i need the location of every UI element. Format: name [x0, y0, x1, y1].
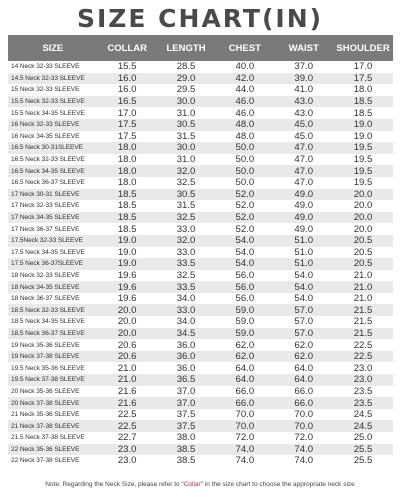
length-cell: 34.0 — [176, 316, 196, 328]
shoulder-cell: 20.0 — [353, 223, 373, 235]
size-cell: 15 Neck 32-33 SLEEVE — [11, 86, 80, 94]
collar-cell: 18.5 — [117, 200, 137, 212]
table-row — [8, 61, 393, 73]
size-cell: 16.5 Neck 36-37 SLEEVE — [11, 179, 85, 187]
table-row — [8, 223, 393, 235]
footnote-text-before: Note: Regarding the Neck Size, please refer to " — [45, 481, 184, 488]
chest-cell: 52.0 — [235, 223, 255, 235]
size-cell: 22 Neck 35-36 SLEEVE — [11, 445, 80, 453]
table-row — [8, 339, 393, 351]
size-cell: 18 Neck 34-35 SLEEVE — [11, 283, 80, 291]
size-cell: 19.5 Neck 37-38 SLEEVE — [11, 376, 85, 384]
footnote-highlight: Collar — [183, 481, 201, 488]
size-cell: 18 Neck 36-37 SLEEVE — [11, 295, 80, 303]
table-row — [8, 409, 393, 421]
chest-cell: 52.0 — [235, 188, 255, 200]
waist-cell: 62.0 — [294, 351, 314, 363]
size-cell: 14.5 Neck 32-33 SLEEVE — [11, 74, 85, 82]
collar-cell: 23.0 — [117, 443, 137, 455]
waist-cell: 49.0 — [294, 212, 314, 224]
chest-cell: 54.0 — [235, 246, 255, 258]
shoulder-cell: 19.0 — [353, 119, 373, 131]
table-row — [8, 316, 393, 328]
size-cell: 16 Neck 32-33 SLEEVE — [11, 121, 80, 129]
chest-cell: 50.0 — [235, 177, 255, 189]
chest-cell: 66.0 — [235, 385, 255, 397]
waist-cell: 51.0 — [294, 258, 314, 270]
table-row — [8, 212, 393, 224]
waist-cell: 74.0 — [294, 455, 314, 467]
waist-cell: 45.0 — [294, 130, 314, 142]
size-cell: 17 Neck 30-31 SLEEVE — [11, 190, 80, 198]
waist-cell: 49.0 — [294, 188, 314, 200]
length-cell: 29.5 — [176, 84, 196, 96]
waist-cell: 54.0 — [294, 269, 314, 281]
length-cell: 28.5 — [176, 61, 196, 73]
shoulder-cell: 20.0 — [353, 188, 373, 200]
size-cell: 21 Neck 35-36 SLEEVE — [11, 411, 80, 419]
size-cell: 18.5 Neck 32-33 SLEEVE — [11, 306, 85, 314]
size-cell: 17 Neck 36-37 SLEEVE — [11, 225, 80, 233]
length-cell: 37.0 — [176, 385, 196, 397]
collar-cell: 21.6 — [117, 397, 137, 409]
shoulder-cell: 21.0 — [353, 269, 373, 281]
size-cell: 18.5 Neck 36-37 SLEEVE — [11, 329, 85, 337]
shoulder-cell: 23.0 — [353, 362, 373, 374]
length-cell: 32.0 — [176, 235, 196, 247]
size-cell: 16.5 Neck 30-31SLEEVE — [11, 144, 83, 152]
shoulder-cell: 20.0 — [353, 212, 373, 224]
chest-cell: 59.0 — [235, 316, 255, 328]
collar-cell: 20.6 — [117, 339, 137, 351]
collar-cell: 20.0 — [117, 327, 137, 339]
length-cell: 30.0 — [176, 142, 196, 154]
table-row — [8, 420, 393, 432]
chest-cell: 48.0 — [235, 130, 255, 142]
length-cell: 33.5 — [176, 281, 196, 293]
waist-cell: 43.0 — [294, 96, 314, 108]
table-row — [8, 304, 393, 316]
collar-cell: 19.0 — [117, 258, 137, 270]
shoulder-cell: 22.5 — [353, 339, 373, 351]
size-cell: 15.5 Neck 34-35 SLEEVE — [11, 109, 85, 117]
collar-cell: 21.6 — [117, 385, 137, 397]
chest-cell: 48.0 — [235, 119, 255, 131]
collar-cell: 21.0 — [117, 362, 137, 374]
size-cell: 19 Neck 37-38 SLEEVE — [11, 353, 80, 361]
shoulder-cell: 25.5 — [353, 455, 373, 467]
shoulder-cell: 19.0 — [353, 130, 373, 142]
size-cell: 16.5 Neck 34-35 SLEEVE — [11, 167, 85, 175]
shoulder-cell: 19.5 — [353, 142, 373, 154]
chest-cell: 52.0 — [235, 200, 255, 212]
chest-cell: 59.0 — [235, 304, 255, 316]
length-cell: 33.5 — [176, 258, 196, 270]
size-cell: 16 Neck 34-35 SLEEVE — [11, 132, 80, 140]
chest-cell: 56.0 — [235, 281, 255, 293]
collar-cell: 18.0 — [117, 165, 137, 177]
shoulder-cell: 21.5 — [353, 304, 373, 316]
table-row — [8, 154, 393, 166]
chest-cell: 56.0 — [235, 293, 255, 305]
length-cell: 34.5 — [176, 327, 196, 339]
table-row — [8, 362, 393, 374]
collar-cell: 17.5 — [117, 119, 137, 131]
size-cell: 20 Neck 35-36 SLEEVE — [11, 387, 80, 395]
chest-cell: 59.0 — [235, 327, 255, 339]
size-cell: 17.5Neck 32-33 SLEEVE — [11, 237, 83, 245]
size-cell: 17.5 Neck 36-37SLEEVE — [11, 260, 83, 268]
header-waist: WAIST — [288, 42, 319, 54]
chest-cell: 46.0 — [235, 107, 255, 119]
waist-cell: 66.0 — [294, 385, 314, 397]
table-row — [8, 432, 393, 444]
table-row — [8, 247, 393, 259]
waist-cell: 62.0 — [294, 339, 314, 351]
waist-cell: 70.0 — [294, 409, 314, 421]
table-row — [8, 328, 393, 340]
collar-cell: 17.0 — [117, 107, 137, 119]
table-row — [8, 131, 393, 143]
length-cell: 34.0 — [176, 293, 196, 305]
collar-cell: 17.5 — [117, 130, 137, 142]
collar-cell: 18.5 — [117, 223, 137, 235]
length-cell: 30.5 — [176, 188, 196, 200]
waist-cell: 41.0 — [294, 84, 314, 96]
header-size: SIZE — [42, 42, 64, 54]
collar-cell: 15.5 — [117, 61, 137, 73]
chest-cell: 62.0 — [235, 351, 255, 363]
collar-cell: 19.0 — [117, 235, 137, 247]
length-cell: 33.0 — [176, 246, 196, 258]
length-cell: 31.0 — [176, 154, 196, 166]
table-row — [8, 200, 393, 212]
waist-cell: 47.0 — [294, 142, 314, 154]
shoulder-cell: 22.5 — [353, 351, 373, 363]
length-cell: 37.5 — [176, 409, 196, 421]
size-cell: 20 Neck 37-38 SLEEVE — [11, 399, 80, 407]
header-collar: COLLAR — [107, 42, 147, 54]
shoulder-cell: 18.0 — [353, 84, 373, 96]
table-row — [8, 444, 393, 456]
table-row — [8, 189, 393, 201]
shoulder-cell: 21.5 — [353, 316, 373, 328]
waist-cell: 57.0 — [294, 316, 314, 328]
chest-cell: 70.0 — [235, 420, 255, 432]
shoulder-cell: 25.0 — [353, 432, 373, 444]
chest-cell: 50.0 — [235, 154, 255, 166]
shoulder-cell: 19.5 — [353, 177, 373, 189]
waist-cell: 43.0 — [294, 107, 314, 119]
length-cell: 32.0 — [176, 165, 196, 177]
table-row — [8, 258, 393, 270]
waist-cell: 72.0 — [294, 432, 314, 444]
collar-cell: 18.0 — [117, 177, 137, 189]
shoulder-cell: 21.0 — [353, 293, 373, 305]
collar-cell: 18.5 — [117, 212, 137, 224]
table-row — [8, 397, 393, 409]
table-row — [8, 374, 393, 386]
footnote — [0, 481, 400, 488]
waist-cell: 47.0 — [294, 177, 314, 189]
shoulder-cell: 24.5 — [353, 409, 373, 421]
size-cell: 18 Neck 32-33 SLEEVE — [11, 271, 80, 279]
shoulder-cell: 19.5 — [353, 165, 373, 177]
length-cell: 32.5 — [176, 269, 196, 281]
chest-cell: 42.0 — [235, 72, 255, 84]
chest-cell: 54.0 — [235, 235, 255, 247]
waist-cell: 54.0 — [294, 293, 314, 305]
shoulder-cell: 23.5 — [353, 397, 373, 409]
size-cell: 17 Neck 32-33 SLEEVE — [11, 202, 80, 210]
shoulder-cell: 20.5 — [353, 258, 373, 270]
shoulder-cell: 23.0 — [353, 374, 373, 386]
length-cell: 31.5 — [176, 130, 196, 142]
length-cell: 38.0 — [176, 432, 196, 444]
collar-cell: 23.0 — [117, 455, 137, 467]
table-row — [8, 165, 393, 177]
page-title: SIZE CHART(IN) — [76, 4, 324, 33]
length-cell: 37.0 — [176, 397, 196, 409]
chest-cell: 62.0 — [235, 339, 255, 351]
chest-cell: 54.0 — [235, 258, 255, 270]
footnote-text-after: " in the size chart to choose the appropriate neck size — [200, 481, 355, 488]
length-cell: 38.5 — [176, 455, 196, 467]
shoulder-cell: 23.5 — [353, 385, 373, 397]
size-cell: 19.5 Neck 35-36 SLEEVE — [11, 364, 85, 372]
waist-cell: 57.0 — [294, 304, 314, 316]
waist-cell: 51.0 — [294, 235, 314, 247]
waist-cell: 49.0 — [294, 223, 314, 235]
chest-cell: 50.0 — [235, 142, 255, 154]
shoulder-cell: 18.5 — [353, 107, 373, 119]
collar-cell: 16.5 — [117, 96, 137, 108]
chest-cell: 50.0 — [235, 165, 255, 177]
length-cell: 33.0 — [176, 304, 196, 316]
length-cell: 37.5 — [176, 420, 196, 432]
collar-cell: 22.5 — [117, 409, 137, 421]
chest-cell: 46.0 — [235, 96, 255, 108]
shoulder-cell: 19.5 — [353, 154, 373, 166]
chest-cell: 74.0 — [235, 443, 255, 455]
waist-cell: 64.0 — [294, 374, 314, 386]
table-row — [8, 455, 393, 467]
shoulder-cell: 20.0 — [353, 200, 373, 212]
chest-cell: 74.0 — [235, 455, 255, 467]
size-cell: 21.5 Neck 37-38 SLEEVE — [11, 434, 85, 442]
shoulder-cell: 21.0 — [353, 281, 373, 293]
shoulder-cell: 20.5 — [353, 246, 373, 258]
length-cell: 30.0 — [176, 96, 196, 108]
shoulder-cell: 18.5 — [353, 96, 373, 108]
collar-cell: 19.0 — [117, 246, 137, 258]
table-row — [8, 84, 393, 96]
collar-cell: 22.5 — [117, 420, 137, 432]
table-row — [8, 119, 393, 131]
table-row — [8, 96, 393, 108]
chest-cell: 66.0 — [235, 397, 255, 409]
header-shoulder: SHOULDER — [336, 42, 390, 54]
waist-cell: 74.0 — [294, 443, 314, 455]
collar-cell: 18.0 — [117, 142, 137, 154]
table-row — [8, 386, 393, 398]
shoulder-cell: 25.5 — [353, 443, 373, 455]
table-row — [8, 142, 393, 154]
chest-cell: 64.0 — [235, 374, 255, 386]
length-cell: 38.5 — [176, 443, 196, 455]
collar-cell: 16.0 — [117, 84, 137, 96]
size-cell: 19 Neck 35-36 SLEEVE — [11, 341, 80, 349]
collar-cell: 22.7 — [117, 432, 137, 444]
waist-cell: 57.0 — [294, 327, 314, 339]
waist-cell: 54.0 — [294, 281, 314, 293]
length-cell: 36.0 — [176, 362, 196, 374]
waist-cell: 64.0 — [294, 362, 314, 374]
waist-cell: 47.0 — [294, 154, 314, 166]
table-row — [8, 351, 393, 363]
header-length: LENGTH — [166, 42, 206, 54]
chest-cell: 56.0 — [235, 269, 255, 281]
length-cell: 32.5 — [176, 177, 196, 189]
chest-cell: 72.0 — [235, 432, 255, 444]
waist-cell: 45.0 — [294, 119, 314, 131]
length-cell: 31.0 — [176, 107, 196, 119]
size-cell: 18.5 Neck 34-35 SLEEVE — [11, 318, 85, 326]
shoulder-cell: 20.5 — [353, 235, 373, 247]
collar-cell: 21.0 — [117, 374, 137, 386]
waist-cell: 66.0 — [294, 397, 314, 409]
length-cell: 32.5 — [176, 212, 196, 224]
length-cell: 31.5 — [176, 200, 196, 212]
size-cell: 17.5 Neck 34-35 SLEEVE — [11, 248, 85, 256]
size-cell: 22 Neck 37-38 SLEEVE — [11, 457, 80, 465]
header-chest: CHEST — [228, 42, 261, 54]
length-cell: 36.5 — [176, 374, 196, 386]
table-row — [8, 293, 393, 305]
size-table — [8, 35, 393, 467]
waist-cell: 39.0 — [294, 72, 314, 84]
chest-cell: 70.0 — [235, 409, 255, 421]
waist-cell: 37.0 — [294, 61, 314, 73]
length-cell: 36.0 — [176, 339, 196, 351]
table-row — [8, 235, 393, 247]
table-row — [8, 73, 393, 85]
shoulder-cell: 21.5 — [353, 327, 373, 339]
size-cell: 14 Neck 32-33 SLEEVE — [11, 63, 80, 71]
collar-cell: 19.6 — [117, 281, 137, 293]
length-cell: 29.0 — [176, 72, 196, 84]
collar-cell: 18.0 — [117, 154, 137, 166]
length-cell: 33.0 — [176, 223, 196, 235]
size-cell: 16.5 Neck 32-33 SLEEVE — [11, 156, 85, 164]
waist-cell: 49.0 — [294, 200, 314, 212]
table-body — [8, 61, 393, 467]
collar-cell: 20.0 — [117, 316, 137, 328]
table-row — [8, 177, 393, 189]
shoulder-cell: 24.5 — [353, 420, 373, 432]
waist-cell: 47.0 — [294, 165, 314, 177]
waist-cell: 70.0 — [294, 420, 314, 432]
collar-cell: 19.6 — [117, 269, 137, 281]
collar-cell: 20.6 — [117, 351, 137, 363]
collar-cell: 19.6 — [117, 293, 137, 305]
table-row — [8, 270, 393, 282]
collar-cell: 16.0 — [117, 72, 137, 84]
shoulder-cell: 17.5 — [353, 72, 373, 84]
collar-cell: 18.5 — [117, 188, 137, 200]
table-row — [8, 107, 393, 119]
waist-cell: 51.0 — [294, 246, 314, 258]
table-header — [8, 35, 393, 61]
size-cell: 17 Neck 34-35 SLEEVE — [11, 214, 80, 222]
size-cell: 15.5 Neck 32-33 SLEEVE — [11, 98, 85, 106]
chest-cell: 44.0 — [235, 84, 255, 96]
size-cell: 21 Neck 37-38 SLEEVE — [11, 422, 80, 430]
table-row — [8, 281, 393, 293]
length-cell: 30.5 — [176, 119, 196, 131]
shoulder-cell: 17.0 — [353, 61, 373, 73]
chest-cell: 40.0 — [235, 61, 255, 73]
chest-cell: 52.0 — [235, 212, 255, 224]
chest-cell: 64.0 — [235, 362, 255, 374]
collar-cell: 20.0 — [117, 304, 137, 316]
length-cell: 36.0 — [176, 351, 196, 363]
